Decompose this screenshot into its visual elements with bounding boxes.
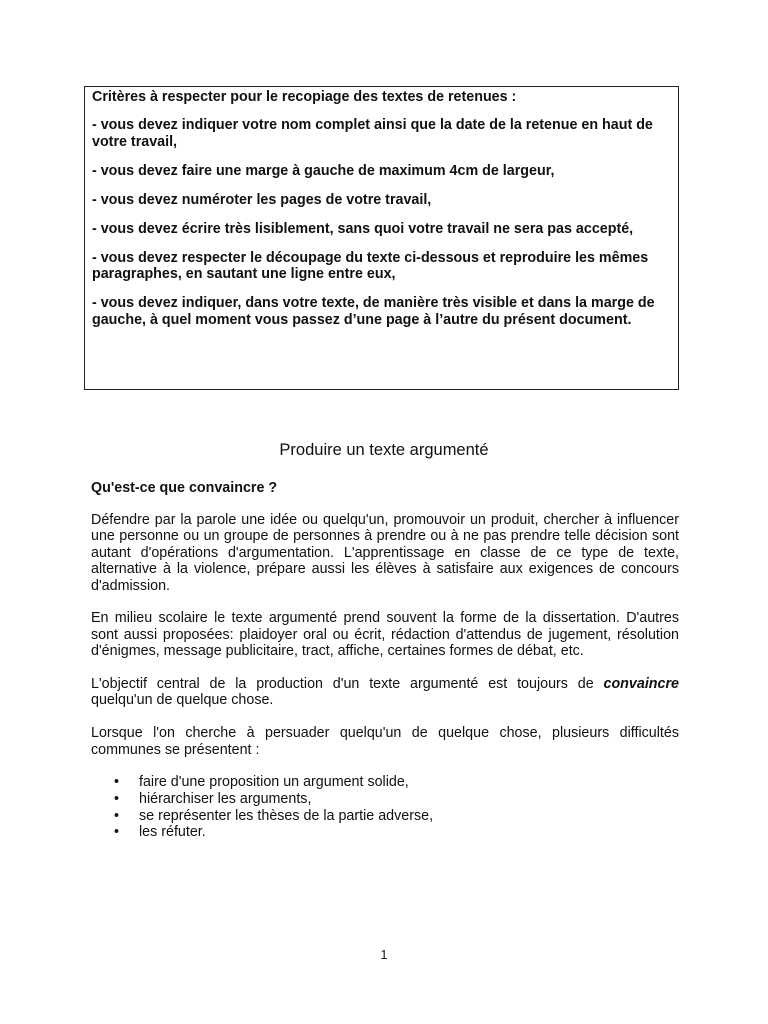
criteria-item: - vous devez indiquer, dans votre texte, de manière très visible et dans la marge de gauche, à quel moment vous passez d’une page à l’autre du présent document. bbox=[92, 295, 655, 328]
document-title: Produire un texte argumenté bbox=[279, 441, 489, 459]
criteria-item: - vous devez écrire très lisiblement, sans quoi votre travail ne sera pas accepté, bbox=[92, 220, 634, 237]
objective-emphasis: convaincre bbox=[603, 676, 679, 693]
criteria-item: - vous devez numéroter les pages de votre travail, bbox=[92, 191, 432, 208]
retention-criteria-box bbox=[84, 86, 679, 390]
list-item: • se représenter les thèses de la partie adverse, bbox=[114, 808, 679, 825]
criteria-item: - vous devez faire une marge à gauche de maximum 4cm de largeur, bbox=[92, 162, 555, 179]
criteria-title: Critères à respecter pour le recopiage des textes de retenues : bbox=[92, 89, 517, 105]
objective-text-start: L'objectif central de la production d'un texte argumenté est toujours de bbox=[91, 676, 604, 693]
difficulties-intro: Lorsque l'on cherche à persuader quelqu'un de quelque chose, plusieurs difficultés communes se présentent : bbox=[91, 725, 679, 758]
body-paragraph: En milieu scolaire le texte argumenté prend souvent la forme de la dissertation. D'autres sont aussi proposées: plaidoyer oral ou écrit, rédaction d'attendus de jugement, résolution d'énigmes, message publicitaire, tract, affiche, certaines formes de débat, etc. bbox=[91, 610, 679, 660]
difficulties-list bbox=[91, 774, 679, 840]
list-item: • faire d'une proposition un argument solide, bbox=[114, 774, 679, 791]
criteria-item: - vous devez indiquer votre nom complet ainsi que la date de la retenue en haut de votre travail, bbox=[92, 117, 653, 150]
list-item: • les réfuter. bbox=[114, 824, 679, 841]
objective-text-end: quelqu'un de quelque chose. bbox=[91, 692, 274, 709]
list-item: • hiérarchiser les arguments, bbox=[114, 791, 679, 808]
section-heading: Qu'est-ce que convaincre ? bbox=[91, 480, 278, 496]
page-number: 1 bbox=[380, 948, 388, 962]
document-body bbox=[91, 512, 679, 841]
body-paragraph: Défendre par la parole une idée ou quelqu'un, promouvoir un produit, chercher à influencer une personne ou un groupe de personnes à prendre ou à ne pas prendre telle décision sont autant d'opérations d'argumentation. L'apprentissage en classe de ce type de texte, alternative à la violence, prépare aussi les élèves à satisfaire aux exigences de concours d'admission. bbox=[91, 512, 679, 594]
criteria-item: - vous devez respecter le découpage du texte ci-dessous et reproduire les mêmes paragraphes, en sautant une ligne entre eux, bbox=[92, 249, 649, 283]
objective-paragraph bbox=[91, 676, 679, 709]
